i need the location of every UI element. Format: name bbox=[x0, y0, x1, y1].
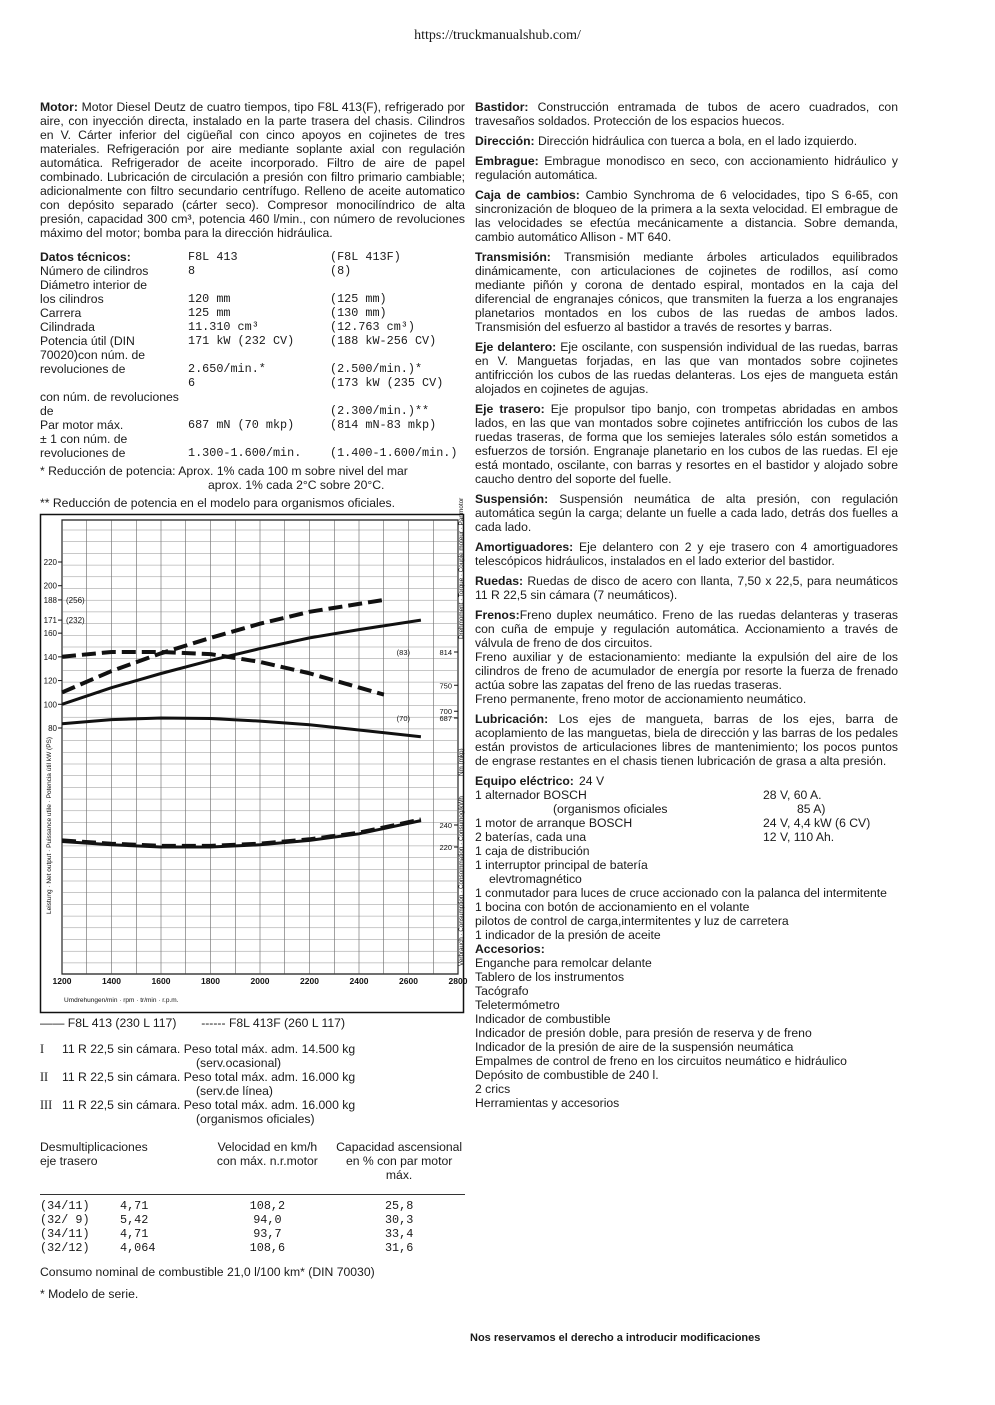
equipo-title: Equipo eléctrico: bbox=[475, 774, 574, 788]
gear-table-spacer bbox=[40, 1182, 465, 1195]
spec-section bbox=[475, 540, 898, 568]
x-tick-label: 2800 bbox=[448, 976, 468, 986]
section-title: Suspensión: bbox=[475, 492, 549, 506]
x-tick-label: 1400 bbox=[102, 976, 121, 986]
torque-tick-label: 687 bbox=[439, 714, 452, 723]
y-tick-label: 220 bbox=[43, 558, 57, 567]
equipo-line bbox=[475, 844, 898, 858]
spec-row bbox=[40, 362, 465, 376]
spec-row bbox=[40, 446, 465, 460]
section-title: Embrague: bbox=[475, 154, 539, 168]
spec-label: Número de cilindros bbox=[40, 264, 149, 278]
accesorio-item: Indicador de la presión de aire de la suspensión neumática bbox=[475, 1040, 794, 1054]
torque-tick-label: 750 bbox=[439, 681, 452, 691]
spec-value-f8l413f: (1.400-1.600/min.) bbox=[330, 446, 458, 460]
chart-legend bbox=[40, 1016, 465, 1030]
accesorios bbox=[475, 942, 898, 1110]
motor-text: Motor Diesel Deutz de cuatro tiempos, tipo F8L 413(F), refrigerado por aire, con inyección directa, instalado en la parte trasera del chasis. Cilindros en V. Cárter inferior del cigüeñal con cinco apoyos en cojinetes de tres materiales. Refrigeración por aire mediante soplante axial con regulación automática. Refrigerador de aceite incorporado. Filtro de aire de papel combinado. Lubricación de circulación a presión con filtro primario cambiable; adicionalmente con filtro secundario centrífugo. Relleno de aceite automatico con depósito separado (cárter seco). Compresor monocilíndrico de alta presión, capacidad 300 cm³, potencia 460 l/min., con número de revoluciones máximo del motor; bomba para la dirección hidráulica. bbox=[40, 100, 465, 240]
section-title: Eje trasero: bbox=[475, 402, 545, 416]
spec-value-f8l413: 11.310 cm³ bbox=[188, 320, 259, 334]
y-tick-label: 140 bbox=[43, 652, 57, 662]
equipo-item: (organismos oficiales bbox=[553, 802, 668, 816]
modelo-serie-text: * Modelo de serie. bbox=[40, 1287, 139, 1301]
equipo-header bbox=[475, 774, 898, 788]
y-tick-label: 171 bbox=[43, 616, 57, 626]
spec-value-f8l413: 8 bbox=[188, 264, 196, 278]
note-reduccion bbox=[40, 464, 465, 492]
section-title: Transmisión: bbox=[475, 250, 551, 264]
spec-section bbox=[475, 402, 898, 486]
spec-section bbox=[475, 100, 898, 128]
torque-tick-label: 814 bbox=[439, 648, 452, 657]
weight-subtext: (serv.de línea) bbox=[196, 1084, 273, 1098]
spec-row bbox=[40, 264, 465, 278]
section-text: Ruedas de disco de acero con llanta, 7,50 x 22,5, para neumáticos 11 R 22,5 sin cámara (7 neumáticos). bbox=[475, 574, 898, 602]
datos-header bbox=[40, 250, 465, 264]
spec-label: Diámetro interior de bbox=[40, 278, 148, 292]
equipo-electrico bbox=[475, 774, 898, 942]
y-tick-label: 100 bbox=[43, 700, 57, 710]
gear-row bbox=[40, 1199, 465, 1213]
gear-ratio-teeth: (32/12) bbox=[40, 1241, 90, 1255]
consumption-tick-label: 240 bbox=[439, 821, 452, 830]
right-label-torque: Drehmoment · Torque · Couple moteur · Par motor bbox=[458, 497, 465, 639]
spec-section bbox=[475, 492, 898, 534]
chart-frame bbox=[41, 515, 464, 1013]
accesorio-item: Tablero de los instrumentos bbox=[475, 970, 625, 984]
spec-row bbox=[40, 418, 465, 432]
weight-sub-row bbox=[40, 1056, 465, 1070]
equipo-line bbox=[475, 788, 898, 802]
spec-label: de bbox=[40, 404, 54, 418]
spec-value-f8l413f: (188 kW-256 CV) bbox=[330, 334, 437, 348]
note-reduccion-a: * Reducción de potencia: Aprox. 1% cada 100 m sobre nivel del mar bbox=[40, 464, 408, 478]
note-reduccion-b: aprox. 1% cada 2°C sobre 20°C. bbox=[208, 478, 385, 492]
accesorio-item: Empalmes de control de freno en los circuitos neumático e hidráulico bbox=[475, 1054, 847, 1068]
frenos-p3: Freno permanente, freno motor de accionamiento neumático. bbox=[475, 692, 807, 706]
section-text: Construcción entramada de tubos de acero cuadrados, con travesaños soldados. Protección de los espacios huecos. bbox=[475, 100, 898, 128]
weight-sub-row bbox=[40, 1084, 465, 1098]
motor-title: Motor: bbox=[40, 100, 78, 114]
spec-label: Cilindrada bbox=[40, 320, 95, 334]
spec-label: 70020)con núm. de bbox=[40, 348, 146, 362]
spec-value-f8l413f: (12.763 cm³) bbox=[330, 320, 415, 334]
weight-row bbox=[40, 1070, 465, 1084]
equipo-item: 1 caja de distribución bbox=[475, 844, 590, 858]
equipo-item: elevtromagnético bbox=[489, 872, 582, 886]
weight-subtext: (organismos oficiales) bbox=[196, 1112, 315, 1126]
section-text: Eje propulsor tipo banjo, con trompetas abridadas en ambos lados, en las que van montados sobre cojinetes antifricción los cubos de las ruedas traseras, de forma que los semiejes laterales sólo están sometidos a esfuerzos de torsión. Engranaje planetario en los cubos de las ruedas. El eje está montado, oscilante, con barras y resortes en el bastidor y alojado sobre caucho dentro del soporte del fuelle. bbox=[475, 402, 899, 486]
spec-row bbox=[40, 306, 465, 320]
spec-value-f8l413f: (2.300/min.)** bbox=[330, 404, 430, 418]
equipo-rating: 12 V, 110 Ah. bbox=[763, 830, 835, 844]
equipo-item: 2 baterías, cada una bbox=[475, 830, 587, 844]
accesorio-item: Teletermómetro bbox=[475, 998, 560, 1012]
spec-row bbox=[40, 334, 465, 348]
spec-value-f8l413: 1.300-1.600/min. bbox=[188, 446, 302, 460]
section-text: Dirección hidráulica con tuerca a bola, en el lado izquierdo. bbox=[538, 134, 858, 148]
weight-row bbox=[40, 1098, 465, 1112]
weight-roman-numeral: III bbox=[40, 1098, 53, 1112]
y-axis-label-power: Leistung · Net output · Puissance utile · Potencia útil kW (PS) bbox=[46, 736, 53, 914]
datos-tecnicos bbox=[40, 250, 465, 510]
equipo-rating: 28 V, 60 A. bbox=[763, 788, 822, 802]
spec-value-f8l413f: (173 kW (235 CV) bbox=[330, 376, 444, 390]
section-title: Eje delantero: bbox=[475, 340, 557, 354]
lubricacion-text: Los ejes de mangueta, barras de los ejes, barra de acoplamiento de las manguetas, biela de dirección y las barras de los pedales están provistos de articulaciones libres de mantenimiento; los pocos puntos de engrase restantes en el chasis tienen lubricación de grasa a alta presión. bbox=[475, 712, 898, 768]
accesorios-title: Accesorios: bbox=[475, 942, 545, 956]
right-column bbox=[475, 100, 898, 1110]
equipo-voltage: 24 V bbox=[579, 774, 605, 788]
y-tick-label: 200 bbox=[43, 581, 57, 591]
right-label-gkwh: g/kWh bbox=[458, 796, 465, 814]
gear-climb: 25,8 bbox=[384, 1199, 414, 1213]
section-title: Bastidor: bbox=[475, 100, 529, 114]
gear-ratio-value: 4,71 bbox=[120, 1227, 149, 1241]
consumption-tick-label: 220 bbox=[439, 843, 452, 852]
spec-value-f8l413: 687 mN (70 mkp) bbox=[188, 418, 295, 432]
equipo-pilotos: pilotos de control de carga,intermitentes y luz de carretera bbox=[475, 914, 789, 928]
spec-section bbox=[475, 154, 898, 182]
spec-label: Carrera bbox=[40, 306, 82, 320]
spec-row bbox=[40, 278, 465, 292]
equipo-line bbox=[475, 830, 898, 844]
note-organismos: ** Reducción de potencia en el modelo para organismos oficiales. bbox=[40, 496, 396, 510]
spec-section bbox=[475, 340, 898, 396]
weight-text: 11 R 22,5 sin cámara. Peso total máx. adm. 14.500 kg bbox=[62, 1042, 356, 1056]
gear-climb: 33,4 bbox=[384, 1227, 414, 1241]
gear-ratio-teeth: (34/11) bbox=[40, 1199, 90, 1213]
gear-speed: 108,6 bbox=[249, 1241, 286, 1255]
lubricacion-section bbox=[475, 712, 898, 768]
gear-ratio-teeth: (34/11) bbox=[40, 1227, 90, 1241]
x-tick-label: 1200 bbox=[52, 976, 72, 986]
x-tick-label: 2200 bbox=[300, 976, 319, 986]
weights-list bbox=[40, 1042, 465, 1126]
accesorio-item: Tacógrafo bbox=[475, 984, 529, 998]
section-title: Ruedas: bbox=[475, 574, 524, 588]
spec-row bbox=[40, 292, 465, 306]
x-tick-label: 1800 bbox=[201, 976, 220, 986]
section-title: Dirección: bbox=[475, 134, 535, 148]
section-text: Eje oscilante, con suspensión individual de las ruedas, barras en V. Manguetas forjadas, en las que van montados sobre cojinetes antifricción los cubos de las ruedas delanteras. Los ejes de mangueta están alojados en cojinetes de agujas. bbox=[475, 340, 898, 396]
equipo-lines bbox=[475, 788, 898, 886]
x-tick-label: 2600 bbox=[399, 976, 418, 986]
equipo-rating: 85 A) bbox=[797, 802, 826, 816]
legend-dashed-label: F8L 413F (260 L 117) bbox=[228, 1016, 346, 1030]
spec-section bbox=[475, 188, 898, 244]
spec-value-f8l413: 171 kW (232 CV) bbox=[188, 334, 295, 348]
gear-ratio-teeth: (32/ 9) bbox=[40, 1213, 90, 1227]
spec-row bbox=[40, 432, 465, 446]
accesorio-item: Depósito de combustible de 240 l. bbox=[475, 1068, 659, 1082]
gear-speed: 108,2 bbox=[249, 1199, 286, 1213]
series-torque_Nm-f8l413 bbox=[62, 718, 421, 737]
spec-label: los cilindros bbox=[40, 292, 104, 306]
gear-speed: 93,7 bbox=[253, 1227, 282, 1241]
frenos-title: Frenos: bbox=[475, 608, 520, 622]
series-consumption_g_per_kWh-f8l413f bbox=[62, 820, 421, 846]
right-label-nm: Nm (mkp) bbox=[458, 748, 465, 776]
gear-ratio-value: 4,064 bbox=[120, 1241, 156, 1255]
spec-label: revoluciones de bbox=[40, 362, 126, 376]
weight-roman-numeral: II bbox=[40, 1070, 49, 1084]
section-title: Caja de cambios: bbox=[475, 188, 580, 202]
gear-header-1b: eje trasero bbox=[40, 1154, 98, 1168]
equipo-line bbox=[475, 872, 898, 886]
spec-section bbox=[475, 574, 898, 602]
section-title: Amortiguadores: bbox=[475, 540, 574, 554]
accesorio-item: Herramientas y accesorios bbox=[475, 1096, 620, 1110]
equipo-line bbox=[475, 858, 898, 872]
torque-tick-label: 700 bbox=[439, 707, 452, 717]
equipo-item: 1 alternador BOSCH bbox=[475, 788, 587, 802]
motor-section bbox=[40, 100, 465, 240]
spec-row bbox=[40, 376, 465, 390]
gear-climb: 30,3 bbox=[384, 1213, 414, 1227]
torque-mkp-label: (70) bbox=[396, 714, 410, 723]
torque-mkp-label: (83) bbox=[396, 648, 410, 657]
consumo-text: Consumo nominal de combustible 21,0 l/100 km* (DIN 70030) bbox=[40, 1265, 375, 1279]
gear-header-2a: Velocidad en km/h bbox=[217, 1140, 318, 1154]
gear-speed: 94,0 bbox=[253, 1213, 282, 1227]
datos-title: Datos técnicos: bbox=[40, 250, 131, 264]
ps-label: (256) bbox=[66, 595, 85, 605]
weight-text: 11 R 22,5 sin cámara. Peso total máx. adm. 16.000 kg bbox=[62, 1070, 356, 1084]
section-text: Eje delantero con 2 y eje trasero con 4 amortiguadores telescópicos hidráulicos, instalados en el lado exterior del bastidor. bbox=[475, 540, 898, 568]
right-sections bbox=[475, 100, 898, 602]
accesorios-items bbox=[475, 956, 898, 1110]
weight-text: 11 R 22,5 sin cámara. Peso total máx. adm. 16.000 kg bbox=[62, 1098, 356, 1112]
spec-label: Par motor máx. bbox=[40, 418, 124, 432]
gear-header-1a: Desmultiplicaciones bbox=[40, 1140, 148, 1154]
ps-label: (232) bbox=[66, 616, 85, 626]
equipo-item: 1 motor de arranque BOSCH bbox=[475, 816, 633, 830]
gear-ratio-value: 4,71 bbox=[120, 1199, 149, 1213]
gear-table-header bbox=[40, 1140, 465, 1182]
frenos-p1: Freno duplex neumático. Freno de las ruedas delanteras y traseras con cuña de empuje y regulación automática. Accionamiento a través de válvula de freno de dos circuitos. bbox=[475, 608, 898, 650]
gear-ratio-value: 5,42 bbox=[120, 1213, 149, 1227]
spec-section bbox=[475, 134, 898, 148]
accesorio-item: Indicador de presión doble, para presión de reserva y de freno bbox=[475, 1026, 812, 1040]
spec-value-f8l413: 2.650/min.* bbox=[188, 362, 266, 376]
section-text: Cambio Synchroma de 6 velocidades, tipo S 6-65, con sincronización de bloqueo de la primera a la sexta velocidad. El embrague de las velocidades se efectúa mecánicamente a distancia. Sobre demanda, cambio automático Allison - MT 640. bbox=[475, 188, 899, 244]
spec-row bbox=[40, 348, 465, 362]
spec-value-f8l413f: (125 mm) bbox=[330, 292, 387, 306]
spec-value-f8l413: 6 bbox=[188, 376, 196, 390]
gear-row bbox=[40, 1213, 465, 1227]
equipo-line bbox=[475, 816, 898, 830]
spec-value-f8l413f: (814 mN-83 mkp) bbox=[330, 418, 437, 432]
footer-note: Nos reservamos el derecho a introducir modificaciones bbox=[470, 1332, 761, 1344]
spec-row bbox=[40, 390, 465, 404]
accesorio-item: Enganche para remolcar delante bbox=[475, 956, 652, 970]
section-text: Suspensión neumática de alta presión, con regulación automática según la carga; delante un fuelle a cada lado, detrás dos fuelles a cada lado. bbox=[475, 492, 898, 534]
spec-row bbox=[40, 320, 465, 334]
section-text: Embrague monodisco en seco, con accionamiento hidráulico y regulación automática. bbox=[475, 154, 898, 182]
spec-label: ± 1 con núm. de bbox=[40, 432, 128, 446]
datos-col2: (F8L 413F) bbox=[330, 250, 401, 264]
y-tick-label: 160 bbox=[43, 629, 57, 639]
frenos-section bbox=[475, 608, 898, 706]
right-label-consumption: Verbrauch · Consumption · Consommation · Consumo bbox=[458, 814, 465, 966]
spec-section bbox=[475, 250, 898, 334]
datos-col1: F8L 413 bbox=[188, 250, 238, 264]
x-tick-label: 2000 bbox=[250, 976, 270, 986]
x-tick-labels bbox=[53, 976, 468, 986]
left-column bbox=[40, 100, 468, 1307]
equipo-conmutador: 1 conmutador para luces de cruce accionado con la palanca del intermitente bbox=[475, 886, 887, 900]
equipo-aceite: 1 indicador de la presión de aceite bbox=[475, 928, 661, 942]
accesorio-item: Indicador de combustible bbox=[475, 1012, 611, 1026]
weight-roman-numeral: I bbox=[40, 1042, 45, 1056]
source-url: https://truckmanualshub.com/ bbox=[414, 28, 581, 43]
gear-row bbox=[40, 1227, 465, 1241]
gear-table bbox=[40, 1140, 465, 1255]
weight-sub-row bbox=[40, 1112, 465, 1126]
legend-solid-label: F8L 413 (230 L 117) bbox=[67, 1016, 177, 1030]
spec-label: revoluciones de bbox=[40, 446, 126, 460]
section-text: Transmisión mediante árboles articulados equilibrados dinámicamente, con articulaciones de cojinetes de rodillos, así como mediante piñón y corona de dentado espiral, montados en la caja del diferencial de engranajes cónicos, que transmiten la fuerza a los engranajes planetarios montados en los cubos de las ruedas de ambos lados. Transmisión del esfuerzo al bastidor a través de resortes y barras. bbox=[475, 250, 899, 334]
legend-dashed-swatch: ------ bbox=[201, 1016, 226, 1030]
y-tick-label: 120 bbox=[43, 676, 57, 686]
lubricacion-title: Lubricación: bbox=[475, 712, 549, 726]
spec-value-f8l413f: (8) bbox=[330, 264, 352, 278]
gear-header-3a: Capacidad ascensional bbox=[336, 1140, 463, 1154]
datos-rows bbox=[40, 264, 465, 460]
equipo-line bbox=[475, 802, 898, 816]
equipo-item: 1 interruptor principal de batería bbox=[475, 858, 648, 872]
gear-row bbox=[40, 1241, 465, 1255]
spec-row bbox=[40, 404, 465, 418]
gear-header-2b: con máx. n.r.motor bbox=[216, 1154, 318, 1168]
equipo-rating: 24 V, 4,4 kW (6 CV) bbox=[763, 816, 871, 830]
x-tick-label: 2400 bbox=[349, 976, 369, 986]
spec-value-f8l413: 120 mm bbox=[188, 292, 231, 306]
frenos-p2: Freno auxiliar y de estacionamiento: mediante la expulsión del aire de los cilindros de freno de acumulador de energía por resorte la fuerza de frenado actúa sobre las zapatas del freno de las ruedas traseras. bbox=[475, 650, 898, 692]
equipo-bocina: 1 bocina con botón de accionamiento en el volante bbox=[475, 900, 750, 914]
y-tick-label: 188 bbox=[43, 595, 57, 605]
y-tick-label: 80 bbox=[48, 724, 57, 733]
spec-value-f8l413: 125 mm bbox=[188, 306, 231, 320]
accesorio-item: 2 crics bbox=[475, 1082, 511, 1096]
weight-subtext: (serv.ocasional) bbox=[196, 1056, 282, 1070]
spec-label: con núm. de revoluciones bbox=[40, 390, 179, 404]
spec-value-f8l413f: (2.500/min.)* bbox=[330, 362, 423, 376]
spec-value-f8l413f: (130 mm) bbox=[330, 306, 387, 320]
gear-header-3b: en % con par motor máx. bbox=[345, 1154, 453, 1182]
gear-climb: 31,6 bbox=[384, 1241, 414, 1255]
x-tick-label: 1600 bbox=[151, 976, 171, 986]
x-axis-label: Umdrehungen/min · rpm · tr/min · r.p.m. bbox=[64, 997, 179, 1004]
legend-solid-swatch: —— bbox=[40, 1016, 65, 1030]
series-power_kW-f8l413f bbox=[62, 600, 384, 693]
spec-label: Potencia útil (DIN bbox=[40, 334, 135, 348]
weight-row bbox=[40, 1042, 465, 1056]
